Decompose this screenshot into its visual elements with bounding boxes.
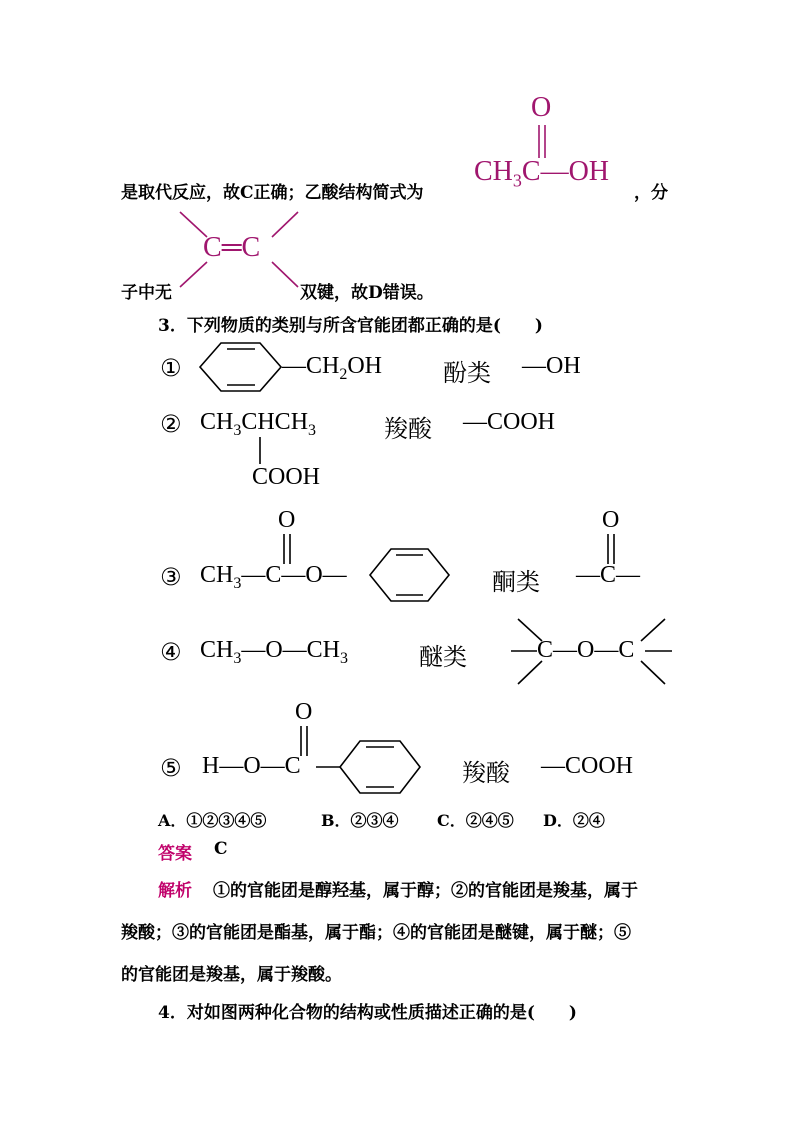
- intro-line-2-tail: 双键，故D错误。: [300, 283, 434, 303]
- cc-bond-upper-right: [272, 212, 298, 237]
- item-2-number: ②: [160, 410, 182, 438]
- benzene-ring-item-3: [370, 549, 449, 601]
- acetic-o-atom: O: [531, 92, 552, 123]
- cc-bond-lower-right: [272, 262, 298, 287]
- item-1-formula: $—CH_2OH$: [282, 353, 383, 383]
- option-a: A．①②③④⑤: [158, 811, 267, 830]
- item-2-formula: $CH_3CHCH_3$: [200, 409, 317, 439]
- item-2-branch: COOH: [252, 464, 321, 490]
- ether-bond-left-up: [518, 619, 542, 641]
- option-b: B．②③④: [321, 811, 399, 830]
- item-3-group: —C—: [576, 562, 641, 588]
- item-5-formula: H—O—C: [202, 753, 301, 779]
- option-c: C．②④⑤: [437, 811, 514, 830]
- item-4-group: C—O—C: [537, 637, 635, 663]
- analysis-line-2: 羧酸；③的官能团是酯基，属于酯；④的官能团是醚键，属于醚；⑤: [121, 923, 631, 943]
- analysis-line-3: 的官能团是羧基，属于羧酸。: [121, 965, 342, 985]
- ether-bond-right-up: [641, 619, 665, 641]
- item-1-group: —OH: [522, 353, 581, 379]
- item-1-number: ①: [160, 354, 182, 382]
- analysis-label: 解析: [158, 881, 192, 901]
- item-2-category: 羧酸: [384, 417, 432, 443]
- option-d: D．②④: [543, 811, 605, 830]
- item-4-formula: $CH_3—O—CH_3$: [200, 637, 349, 667]
- item-1-category: 酚类: [443, 361, 491, 387]
- acetic-formula: $CH_3C—OH$: [474, 156, 610, 191]
- item-5-group: —COOH: [541, 753, 634, 779]
- item-2-group: —COOH: [463, 409, 556, 435]
- item-3-number: ③: [160, 563, 182, 591]
- analysis-line-1: ①的官能团是醇羟基，属于醇；②的官能团是羧基，属于: [213, 881, 638, 901]
- item-3-carbonyl-o: O: [278, 507, 296, 533]
- question-3-stem: 3．下列物质的类别与所含官能团都正确的是( ): [158, 316, 543, 336]
- item-3-formula: $CH_3—C—O—$: [200, 562, 347, 592]
- answer-label: 答案: [158, 844, 192, 864]
- question-4-stem: 4．对如图两种化合物的结构或性质描述正确的是( ): [158, 1003, 577, 1023]
- item-3-category: 酮类: [492, 570, 540, 596]
- ether-bond-left-down: [518, 661, 542, 684]
- item-4-number: ④: [160, 638, 182, 666]
- benzene-ring-item-5: [340, 741, 420, 793]
- cc-bond-lower-left: [180, 262, 207, 287]
- cc-double-bond: C═C: [203, 232, 261, 263]
- answer-value: C: [214, 839, 228, 859]
- ether-bond-right-down: [641, 661, 665, 684]
- intro-line-1-tail: ，分: [634, 183, 668, 203]
- item-3-group-o: O: [602, 507, 620, 533]
- intro-line-2: 子中无: [121, 283, 172, 303]
- cc-bond-upper-left: [180, 212, 207, 237]
- item-5-carbonyl-o: O: [295, 699, 313, 725]
- benzene-ring-item-1: [200, 343, 281, 391]
- item-5-number: ⑤: [160, 754, 182, 782]
- item-5-category: 羧酸: [462, 761, 510, 787]
- intro-text-before: 是取代反应，故C正确；乙酸结构简式为: [121, 183, 424, 203]
- item-4-category: 醚类: [419, 645, 467, 671]
